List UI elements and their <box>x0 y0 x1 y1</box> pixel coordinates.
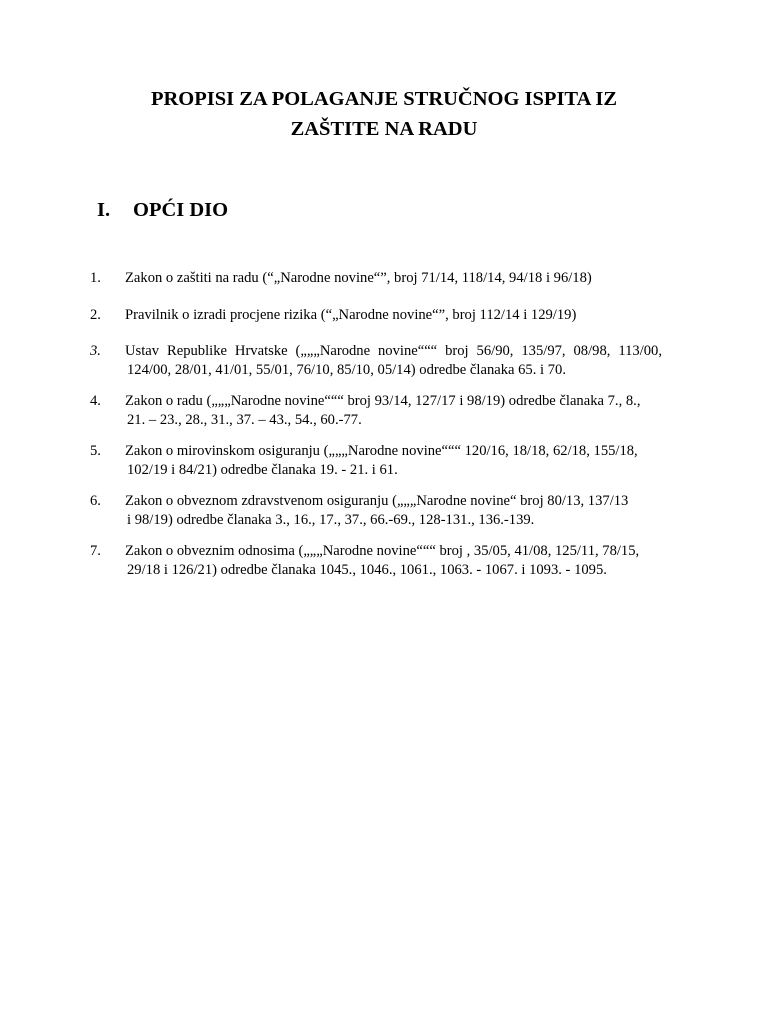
list-item-line-1: Zakon o obveznim odnosima („„„Narodne novine“““ broj , 35/05, 41/08, 125/11, 78/15, <box>125 543 640 559</box>
list-item-text <box>125 542 662 580</box>
list-item-number: 2. <box>90 307 101 323</box>
list-item-line-2: i 98/19) odredbe članaka 3., 16., 17., 37., 66.-69., 128-131., 136.-139. <box>127 512 535 528</box>
list-item-number: 1. <box>90 270 101 286</box>
list-item-line-1: Zakon o zaštiti na radu (“„Narodne novine“”, broj 71/14, 118/14, 94/18 i 96/18) <box>125 270 592 286</box>
list-item-line-1: Zakon o radu („„„Narodne novine“““ broj 93/14, 127/17 i 98/19) odredbe članaka 7., 8., <box>125 393 641 409</box>
list-item-text <box>125 342 662 380</box>
list-item-number: 5. <box>90 443 101 459</box>
list-item-number: 4. <box>90 393 101 409</box>
section-title: OPĆI DIO <box>133 199 229 221</box>
list-item-line-1: Pravilnik o izradi procjene rizika (“„Narodne novine“”, broj 112/14 i 129/19) <box>125 307 577 323</box>
list-item-text <box>125 442 662 480</box>
document-title <box>60 84 708 144</box>
list-item-line-2: 124/00, 28/01, 41/01, 55/01, 76/10, 85/10, 05/14) odredbe članaka 65. i 70. <box>127 362 566 378</box>
list-item-number: 3. <box>90 343 101 359</box>
list-item-line-1: Ustav Republike Hrvatske („„„Narodne novine“““ broj 56/90, 135/97, 08/98, 113/00, <box>125 343 662 359</box>
document-title-line-1: PROPISI ZA POLAGANJE STRUČNOG ISPITA IZ <box>150 88 618 110</box>
list-item-line-2: 29/18 i 126/21) odredbe članaka 1045., 1046., 1061., 1063. - 1067. i 1093. - 1095. <box>127 562 607 578</box>
list-item-line-2: 21. – 23., 28., 31., 37. – 43., 54., 60.-77. <box>127 412 362 428</box>
list-item-line-1: Zakon o obveznom zdravstvenom osiguranju („„„Narodne novine“ broj 80/13, 137/13 <box>125 493 629 509</box>
list-item-number: 7. <box>90 543 101 559</box>
list-item-line-2: 102/19 i 84/21) odredbe članaka 19. - 21. i 61. <box>127 462 398 478</box>
section-heading <box>97 196 228 224</box>
list-item-number: 6. <box>90 493 101 509</box>
list-item-text <box>125 392 662 430</box>
document-title-line-2: ZAŠTITE NA RADU <box>290 118 478 140</box>
list-item-text <box>125 492 662 530</box>
list-item-text <box>125 269 662 288</box>
section-number: I. <box>97 199 111 221</box>
list-item-text <box>125 306 662 325</box>
list-item-line-1: Zakon o mirovinskom osiguranju („„„Narodne novine“““ 120/16, 18/18, 62/18, 155/18, <box>125 443 638 459</box>
